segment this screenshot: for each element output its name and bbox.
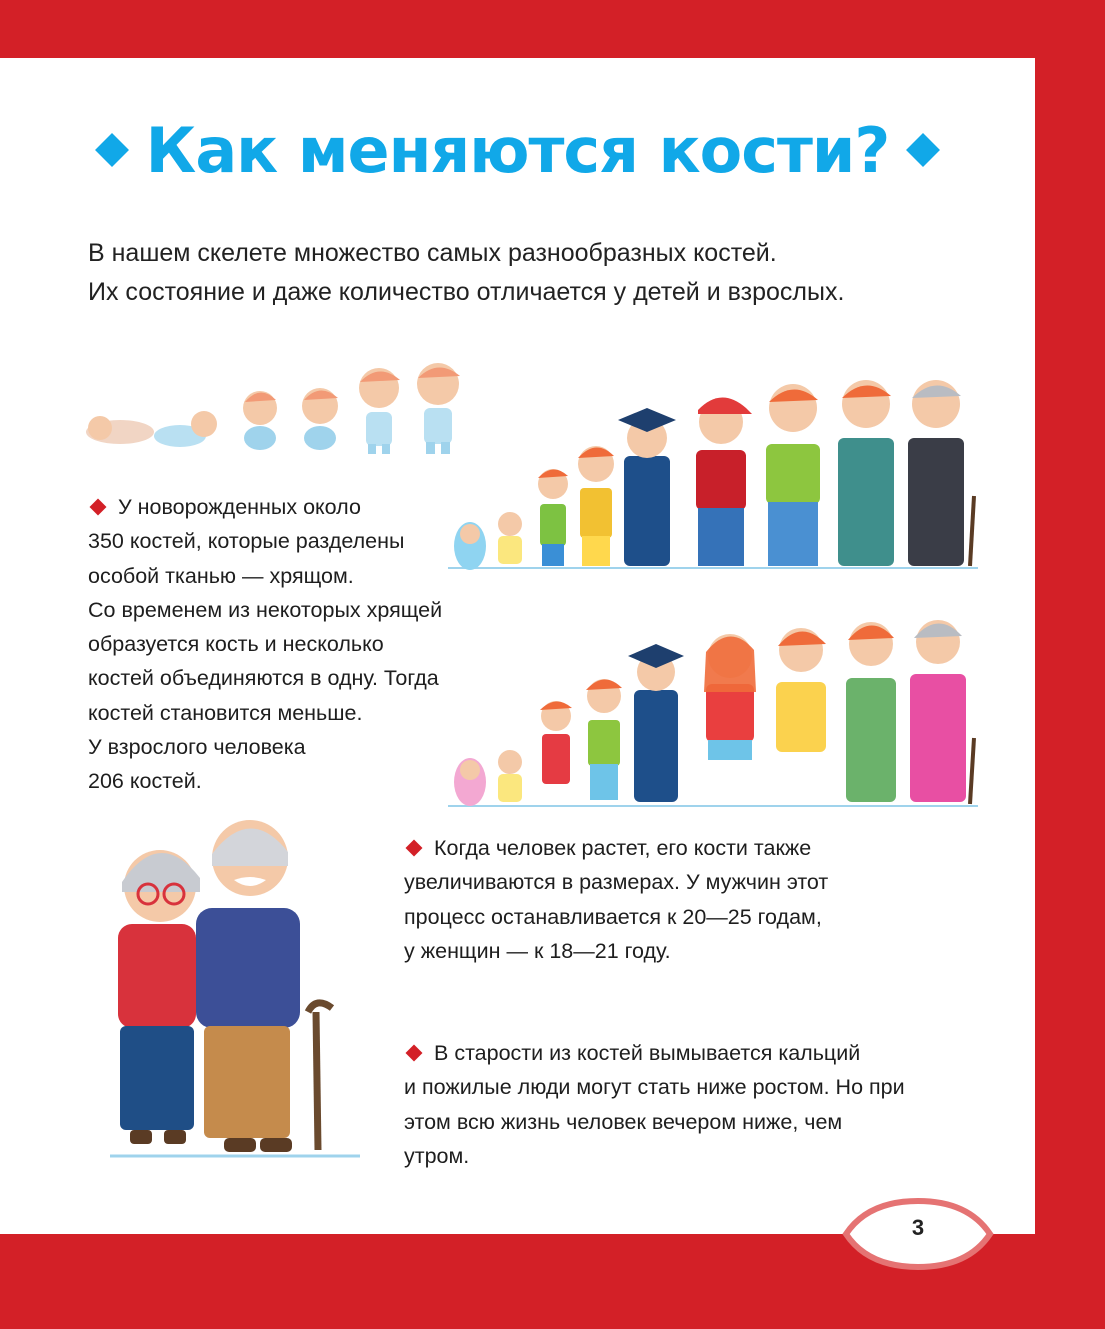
paragraph-line: У взрослого человека [88, 735, 306, 760]
paragraph-line: и пожилые люди могут стать ниже ростом. Но при [404, 1075, 905, 1100]
female-growth-illustration [448, 612, 988, 812]
paragraph-line: 350 костей, которые разделены [88, 529, 405, 554]
page-title: Как меняются кости? [145, 113, 890, 187]
paragraph-line: у женщин — к 18—21 году. [404, 938, 671, 963]
page-number: 3 [911, 1215, 925, 1240]
bullet-diamond-icon [90, 499, 107, 516]
intro-line: Их состояние и даже количество отличается у детей и взрослых. [88, 278, 845, 306]
paragraph-line: процесс останавливается к 20—25 годам, [404, 904, 822, 929]
red-frame-top [0, 0, 1105, 58]
paragraph-line: Со временем из некоторых хрящей [88, 597, 443, 622]
bullet-diamond-icon [406, 1045, 423, 1062]
title-row [0, 100, 1035, 200]
paragraph-newborn [88, 490, 442, 799]
diamond-icon [906, 133, 940, 167]
paragraph-line: увеличиваются в размерах. У мужчин этот [404, 870, 829, 895]
male-growth-illustration [448, 376, 988, 576]
paragraph-growth [404, 831, 828, 968]
paragraph-line: особой тканью — хрящом. [88, 563, 354, 588]
paragraph-line: утром. [404, 1143, 470, 1168]
bullet-diamond-icon [406, 840, 423, 857]
intro-line: В нашем скелете множество самых разнообразных костей. [88, 239, 777, 267]
paragraph-line: этом всю жизнь человек вечером ниже, чем [404, 1109, 843, 1134]
intro-text [88, 234, 988, 312]
paragraph-line: Когда человек растет, его кости также [434, 836, 812, 860]
paragraph-line: В старости из костей вымывается кальций [434, 1041, 861, 1065]
paragraph-line: костей становится меньше. [88, 700, 363, 725]
paragraph-old-age [404, 1036, 905, 1173]
paragraph-line: 206 костей. [88, 769, 202, 794]
paragraph-line: костей объединяются в одну. Тогда [88, 666, 439, 691]
red-frame-right [1035, 0, 1105, 1329]
paragraph-line: образуется кость и несколько [88, 632, 384, 657]
diamond-icon [95, 133, 129, 167]
baby-development-illustration [80, 358, 470, 458]
paragraph-line: У новорожденных около [118, 495, 361, 519]
elderly-couple-illustration [104, 812, 364, 1162]
